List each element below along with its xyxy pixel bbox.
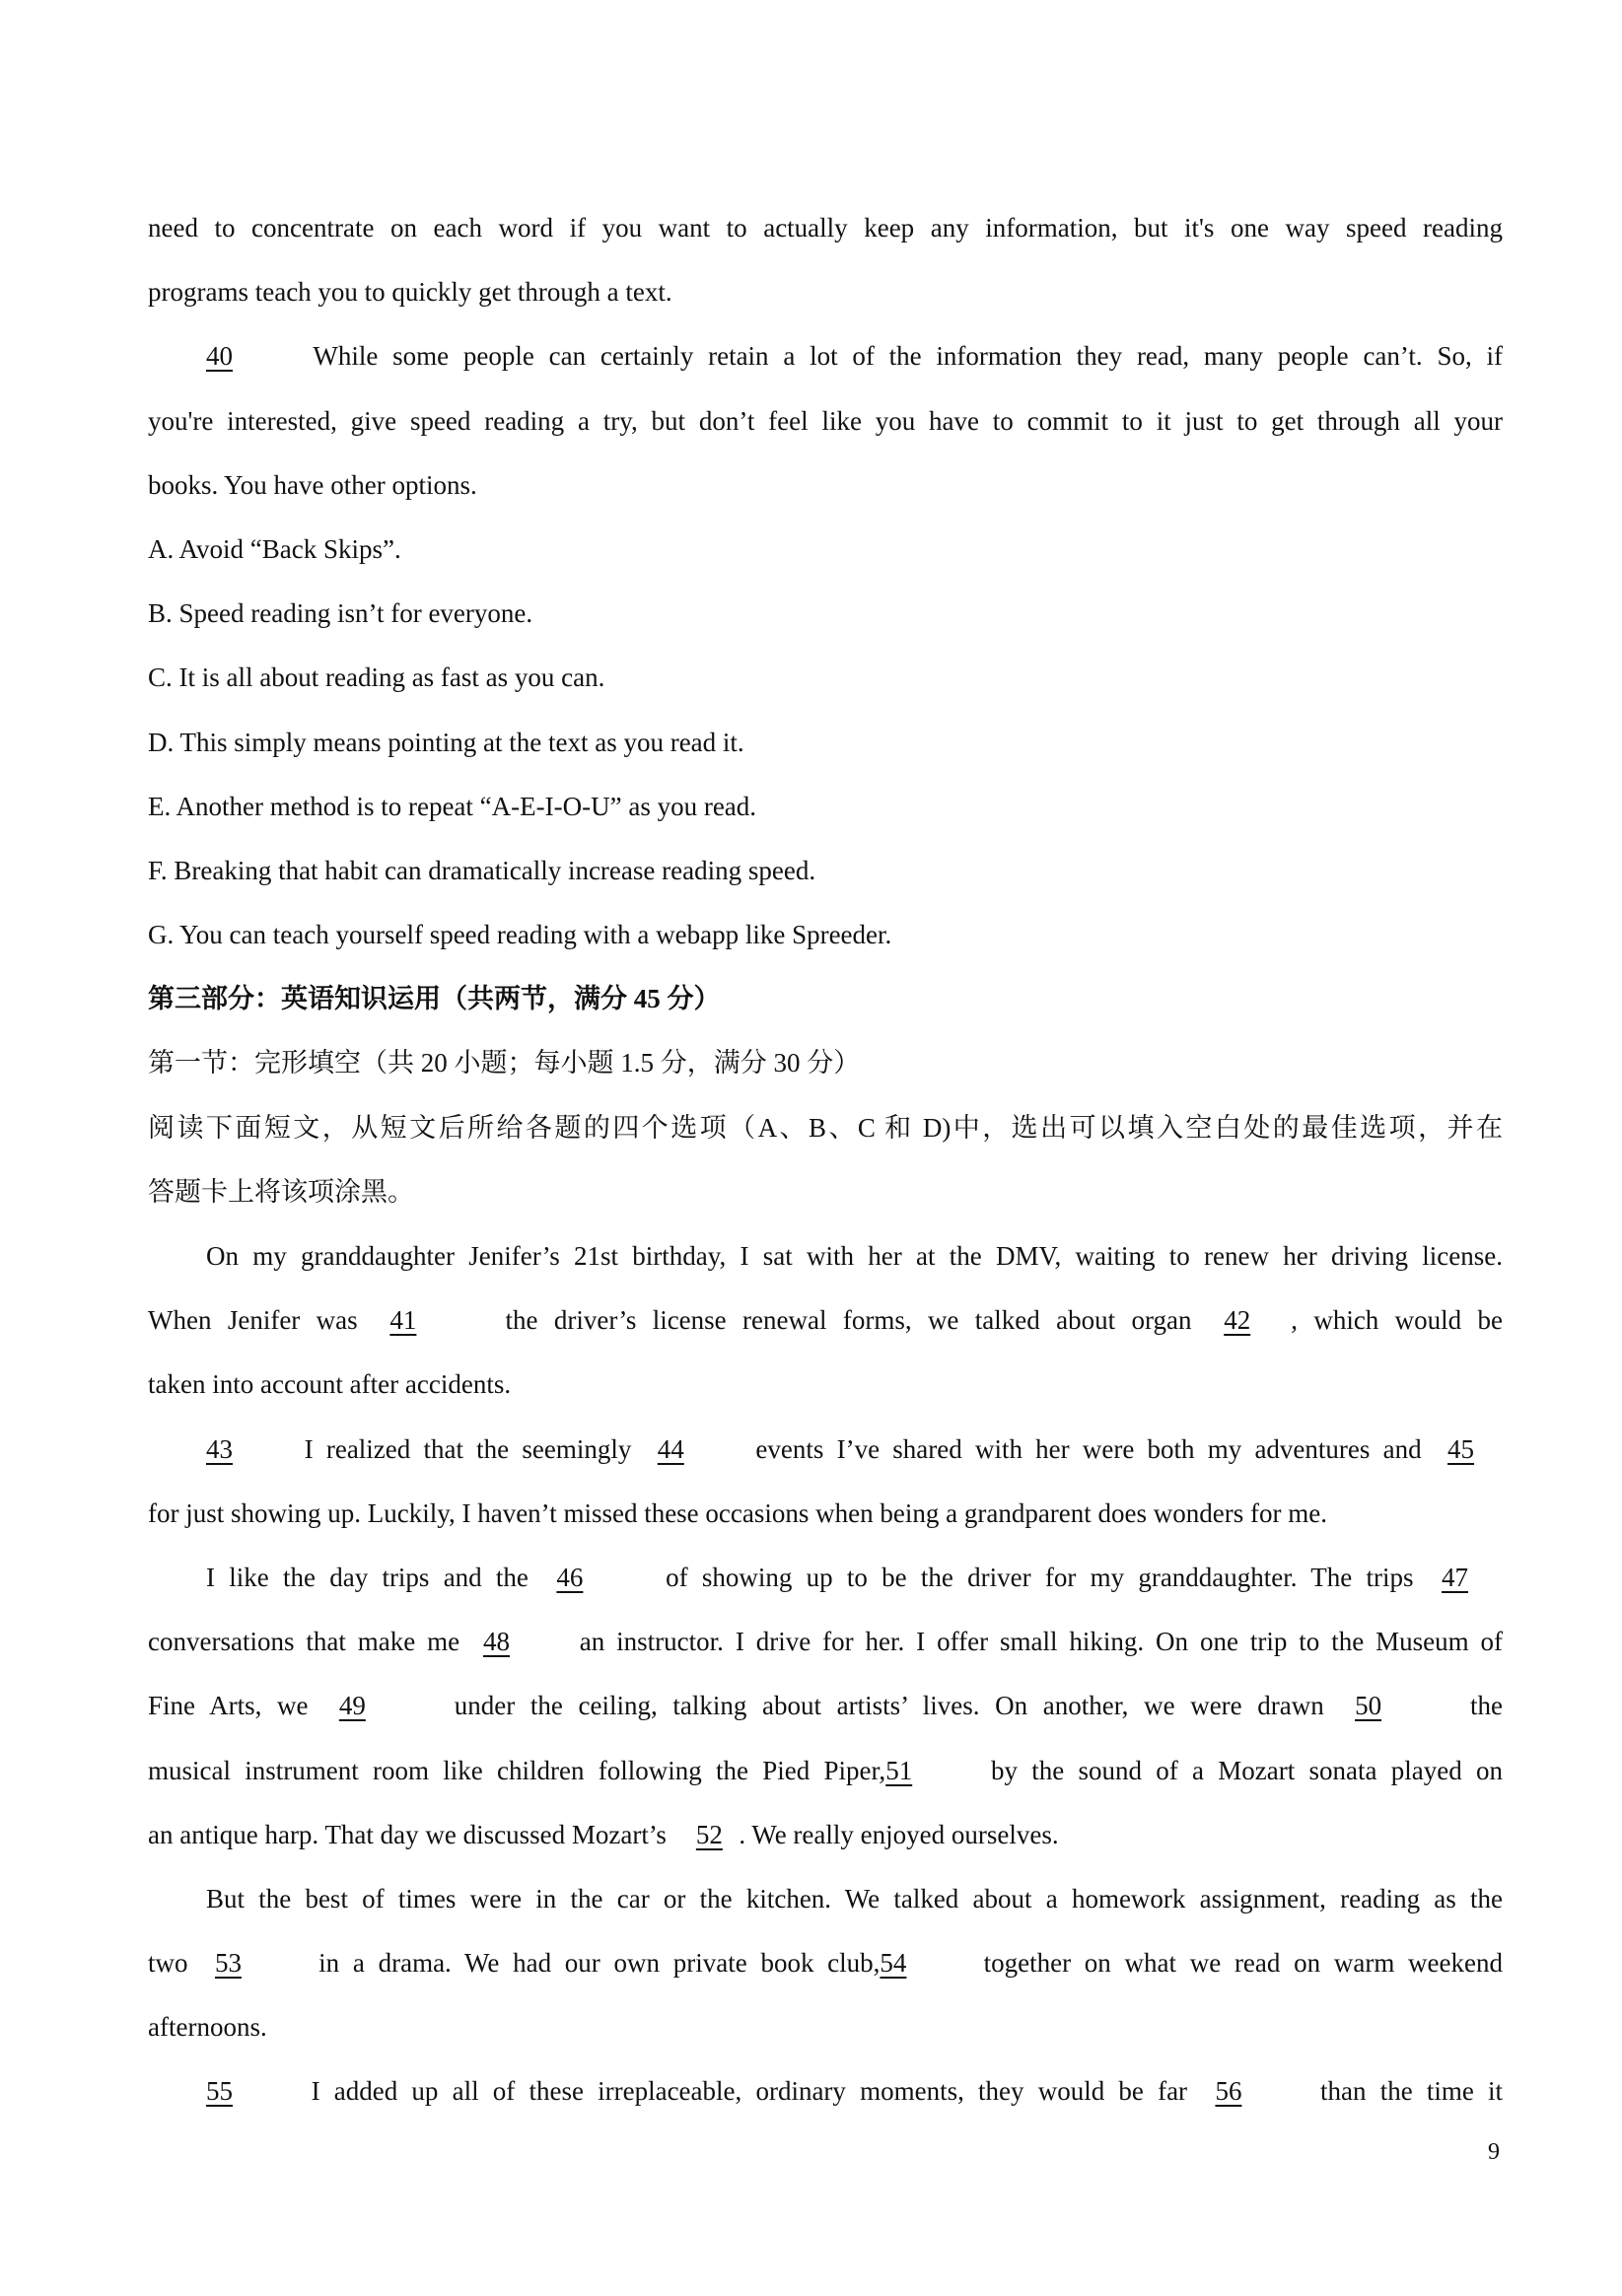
option-e: E. Another method is to repeat “A-E-I-O-U” as you read. xyxy=(148,791,757,821)
blank-49: 49 xyxy=(338,1691,366,1721)
blank-42: 42 xyxy=(1224,1305,1251,1336)
cloze-line: conversations that make me 48 an instructor. I drive for her. I offer small hiking. On one trip to the Museum of xyxy=(148,1610,1503,1674)
option-g: G. You can teach yourself speed reading with a webapp like Spreeder. xyxy=(148,920,892,950)
blank-46: 46 xyxy=(556,1562,584,1592)
blank-55: 55 xyxy=(206,2076,233,2107)
section-subtitle: 第一节：完形填空（共 20 小题；每小题 1.5 分，满分 30 分） xyxy=(148,1048,861,1078)
section-instruction: 答题卡上将该项涂黑。 xyxy=(148,1176,414,1207)
passage-line-q40: 40 While some people can certainly retain a lot of the information they read, many people can’t. So, if xyxy=(148,324,1503,388)
blank-47: 47 xyxy=(1442,1562,1469,1592)
blank-50: 50 xyxy=(1355,1691,1382,1721)
option-f: F. Breaking that habit can dramatically increase reading speed. xyxy=(148,855,816,885)
cloze-line: But the best of times were in the car or the kitchen. We talked about a homework assignment, reading as the xyxy=(206,1883,1503,1913)
blank-44: 44 xyxy=(657,1433,684,1464)
option-a: A. Avoid “Back Skips”. xyxy=(148,533,401,564)
cloze-line: an antique harp. That day we discussed Mozart’s 52 . We really enjoyed ourselves. xyxy=(148,1803,1503,1867)
cloze-line: When Jenifer was 41 the driver’s license renewal forms, we talked about organ 42 , which would be xyxy=(148,1288,1503,1353)
cloze-line: taken into account after accidents. xyxy=(148,1369,512,1400)
cloze-line: for just showing up. Luckily, I haven’t missed these occasions when being a grandparent does wonders for me. xyxy=(148,1497,1327,1528)
blank-45: 45 xyxy=(1447,1433,1475,1464)
cloze-line: musical instrument room like children following the Pied Piper,51 by the sound of a Mozart sonata played on xyxy=(148,1739,1503,1803)
blank-56: 56 xyxy=(1215,2076,1242,2107)
blank-41: 41 xyxy=(389,1305,417,1336)
cloze-line: two 53 in a drama. We had our own private book club,54 together on what we read on warm weekend xyxy=(148,1931,1503,1995)
page-number: 9 xyxy=(1488,2139,1500,2165)
blank-43: 43 xyxy=(206,1433,233,1464)
passage-line: need to concentrate on each word if you want to actually keep any information, but it's one way speed reading xyxy=(148,213,1503,243)
passage-line: books. You have other options. xyxy=(148,469,477,500)
section-instruction: 阅读下面短文，从短文后所给各题的四个选项（A、B、C 和 D)中，选出可以填入空白处的最佳选项，并在 xyxy=(148,1112,1503,1143)
option-b: B. Speed reading isn’t for everyone. xyxy=(148,598,533,629)
passage-line: programs teach you to quickly get through a text. xyxy=(148,277,672,308)
passage-line: you're interested, give speed reading a try, but don’t feel like you have to commit to it just to get through all your xyxy=(148,405,1503,436)
blank-53: 53 xyxy=(214,1948,242,1979)
option-d: D. This simply means pointing at the text as you read it. xyxy=(148,727,744,757)
cloze-line: I like the day trips and the 46 of showing up to be the driver for my granddaughter. The trips 47 xyxy=(148,1546,1503,1610)
blank-54: 54 xyxy=(880,1948,907,1979)
cloze-line: 43 I realized that the seemingly 44 events I’ve shared with her were both my adventures and 45 xyxy=(148,1418,1503,1482)
cloze-line: afternoons. xyxy=(148,2012,267,2043)
blank-51: 51 xyxy=(885,1755,913,1785)
cloze-line: Fine Arts, we 49 under the ceiling, talking about artists’ lives. On another, we were drawn 50 the xyxy=(148,1674,1503,1738)
cloze-line: On my granddaughter Jenifer’s 21st birthday, I sat with her at the DMV, waiting to renew her driving license. xyxy=(206,1241,1503,1271)
blank-52: 52 xyxy=(695,1819,723,1849)
document-page xyxy=(148,196,1503,2124)
blank-40: 40 xyxy=(206,341,233,372)
section-title: 第三部分：英语知识运用（共两节，满分 45 分） xyxy=(148,984,721,1014)
option-c: C. It is all about reading as fast as you can. xyxy=(148,662,605,693)
cloze-line: 55 I added up all of these irreplaceable, ordinary moments, they would be far 56 than the time it xyxy=(148,2059,1503,2123)
blank-48: 48 xyxy=(483,1627,510,1657)
